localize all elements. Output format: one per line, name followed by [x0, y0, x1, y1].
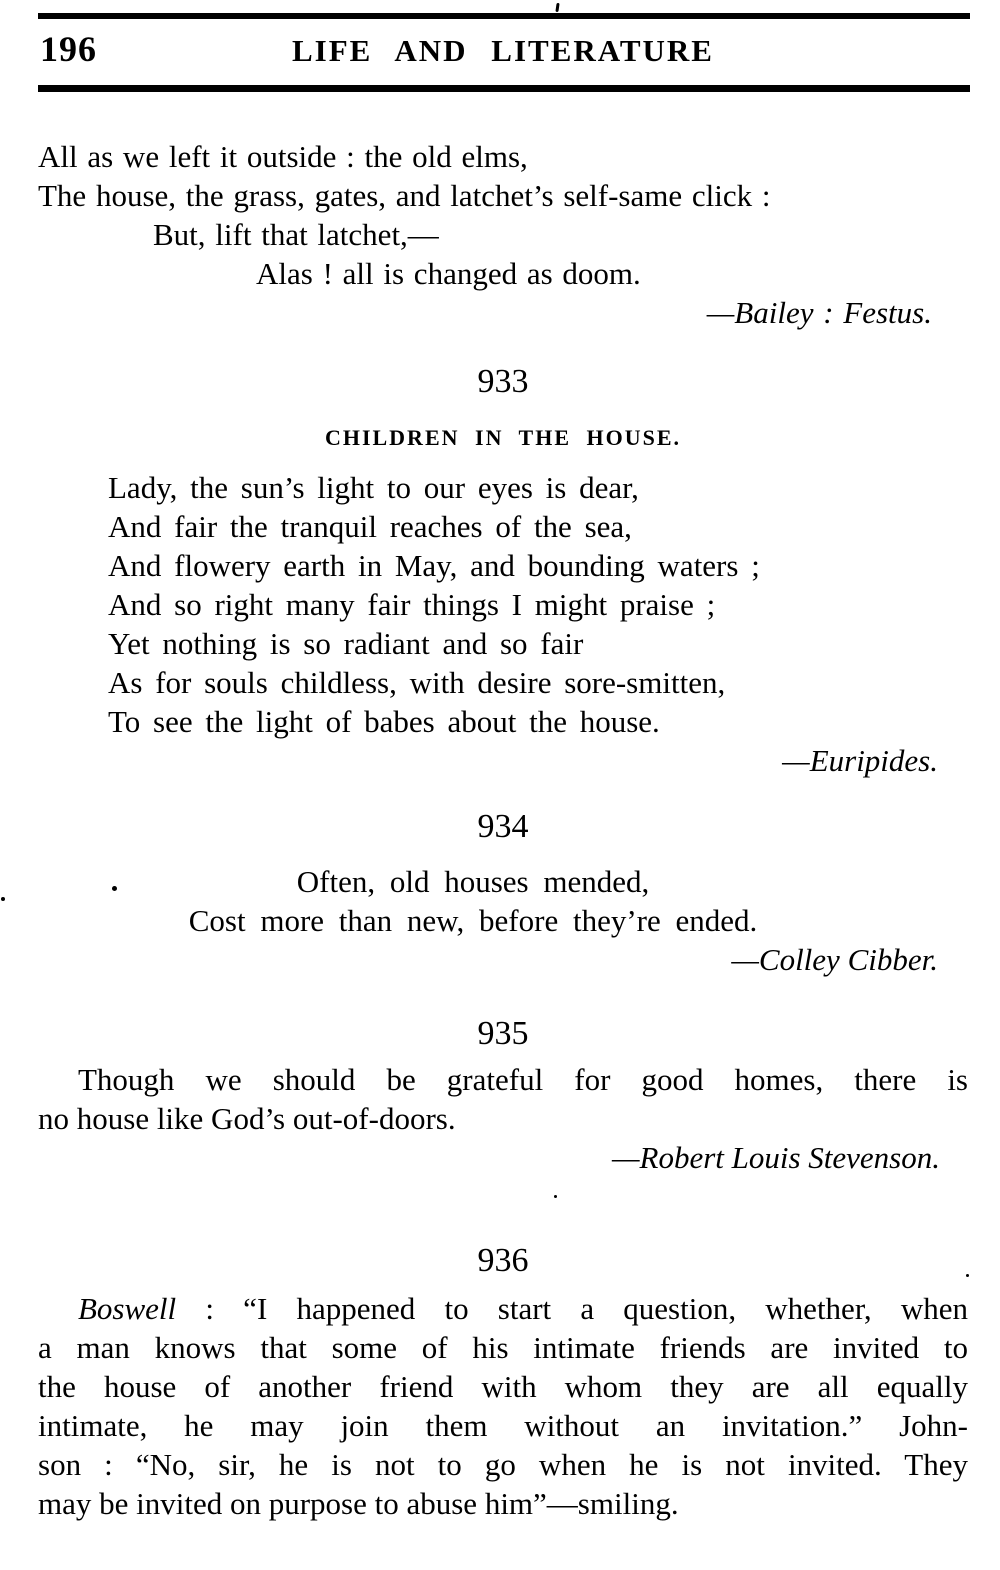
quote-line: Lady, the sun’s light to our eyes is dear, — [108, 470, 639, 505]
quote-attribution: —Euripides. — [782, 743, 938, 778]
quote-line: Though we should be grateful for good homes, there is — [78, 1062, 968, 1097]
quote-number-933: 933 — [477, 363, 529, 400]
quote-line: a man knows that some of his intimate friends are invited to — [38, 1330, 968, 1365]
quote-line: All as we left it outside : the old elms, — [38, 139, 528, 174]
scan-artifact-dot — [1, 897, 5, 901]
quote-line: And fair the tranquil reaches of the sea, — [108, 509, 632, 544]
quote-block-936 — [38, 1289, 968, 1523]
quote-line: The house, the grass, gates, and latchet’s self-same click : — [38, 178, 771, 213]
quote-line: But, lift that latchet,— — [153, 217, 439, 252]
quote-number-936: 936 — [477, 1242, 529, 1279]
quote-line: And flowery earth in May, and bounding waters ; — [108, 548, 760, 583]
quote-number-934: 934 — [477, 808, 529, 845]
quote-line: Often, old houses mended, — [296, 864, 650, 899]
scan-artifact-dot — [112, 886, 117, 891]
quote-block-935 — [38, 1060, 968, 1177]
quote-block-934 — [38, 862, 908, 940]
quote-attribution: —Robert Louis Stevenson. — [611, 1140, 940, 1175]
quote-line-text: : “I happened to start a question, whether, when — [176, 1291, 968, 1326]
quote-line: intimate, he may join them without an invitation.” John- — [38, 1408, 968, 1443]
quote-attribution-block — [38, 940, 968, 979]
quote-line: the house of another friend with whom they are all equally — [38, 1369, 968, 1404]
quote-line: son : “No, sir, he is not to go when he is not invited. They — [38, 1447, 968, 1482]
quote-line: And so right many fair things I might praise ; — [108, 587, 716, 622]
scan-artifact-dot — [966, 1274, 969, 1277]
quote-line: Yet nothing is so radiant and so fair — [108, 626, 584, 661]
quote-block-933 — [108, 468, 968, 780]
scan-artifact-dot — [554, 1195, 557, 1198]
running-title: LIFE AND LITERATURE — [291, 33, 714, 68]
speaker-name: Boswell — [78, 1291, 177, 1326]
quote-line: no house like God’s out-of-doors. — [38, 1101, 456, 1136]
quote-line: may be invited on purpose to abuse him”—smiling. — [38, 1486, 679, 1521]
quote-line: Alas ! all is changed as doom. — [256, 256, 641, 291]
page-number: 196 — [40, 29, 97, 69]
quote-line: To see the light of babes about the house. — [108, 704, 660, 739]
header-rule-top — [38, 13, 970, 19]
quote-number-935: 935 — [477, 1015, 529, 1052]
quote-title-933: CHILDREN IN THE HOUSE. — [324, 425, 682, 450]
quote-attribution: —Colley Cibber. — [731, 942, 938, 977]
header-rule-bottom — [38, 85, 970, 92]
quote-line — [38, 1289, 968, 1328]
quote-line: As for souls childless, with desire sore-smitten, — [108, 665, 726, 700]
quote-block-bailey — [38, 137, 968, 332]
scan-artifact-mark — [555, 3, 559, 12]
quote-line: Cost more than new, before they’re ended. — [188, 903, 758, 938]
quote-attribution: —Bailey : Festus. — [706, 295, 932, 330]
